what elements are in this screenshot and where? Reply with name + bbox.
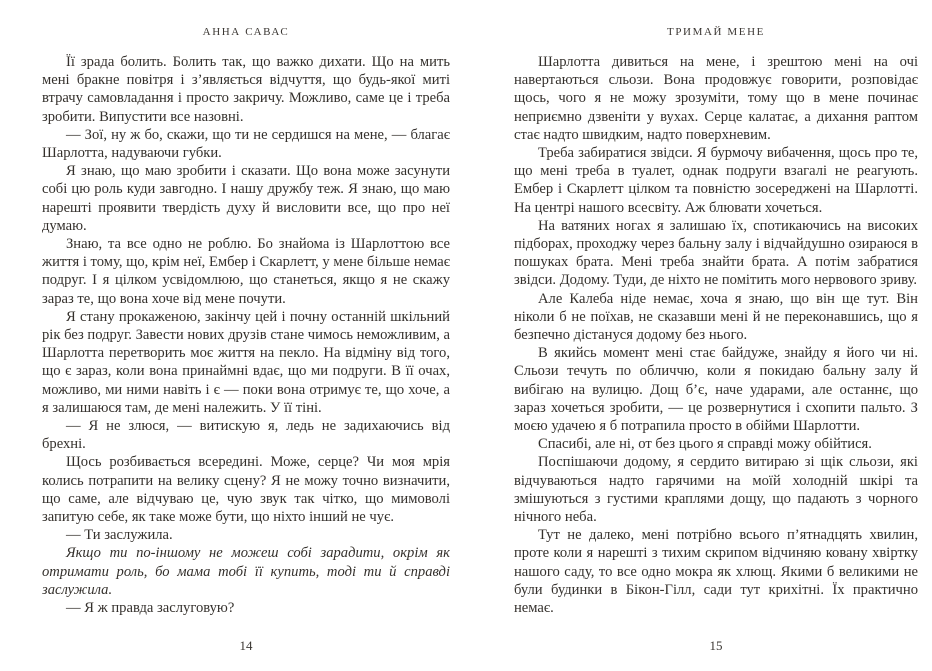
paragraph: Шарлотта дивиться на мене, і зрештою мені на очі навертаються сльози. Вона продовжує говорити, розповідає щось, чого я не можу зрозуміти, тому що в мене починає неприємно дзвеніти у вухах. Серце калатає, а дихання раптом стає надто швидким, надто поверхневим. (514, 54, 918, 143)
paragraph: Спасибі, але ні, от без цього я справді можу обійтися. (538, 436, 872, 453)
paragraph: Поспішаючи додому, я сердито витираю зі щік сльози, які відчуваються надто гарячими на моїй холодній шкірі та змішуються з густими краплями дощу, що падають з чорного нічного неба. (514, 454, 918, 526)
paragraph: На ватяних ногах я залишаю їх, спотикаючись на високих підборах, проходжу через бальну залу і відчайдушно озираюся в пошуках брата. Мені треба знайти брата. А потім забратися звідси. Додому. Туди, де ніхто не помітить мого нервового зриву. (514, 217, 918, 289)
paragraph: Щось розбивається всередині. Може, серце? Чи моя мрія колись потрапити на велику сцену? Я не можу точно визначити, що саме, але відчуваю це, чую звук так чітко, що мимоволі запитую себе, як таке може бути, що ніхто інший не чує. (42, 454, 450, 526)
paragraph: В якийсь момент мені стає байдуже, знайду я його чи ні. Сльози течуть по обличчю, коли я покидаю бальну залу й вибігаю на вулицю. Дощ б’є, наче ударами, але останнє, що зараз хочеться зробити, — це розвернутися і схопити пальто. З моєю удачею я б потрапила просто в обійми Шарлотти. (514, 345, 918, 435)
paragraph: Я знаю, що маю зробити і сказати. Що вона може засунути собі цю роль куди завгодно. І нашу дружбу теж. Я знаю, що маю нарешті проявити твердість духу й висловити все, що про неї думаю. (42, 163, 450, 234)
paragraph: Її зрада болить. Болить так, що важко дихати. Що на мить мені бракне повітря і з’являється відчуття, що будь-якої миті втрачу самовладання і просто закричу. Можливо, саме це і треба зробити. Випустити все назовні. (42, 54, 450, 125)
page-right (514, 0, 918, 671)
running-header-author: АННА САВАС (202, 26, 290, 38)
page-left-text (42, 53, 450, 635)
paragraph: — Ти заслужила. (66, 527, 173, 544)
paragraph: Знаю, та все одно не роблю. Бо знайома із Шарлоттою все життя і тому, що, крім неї, Ембер і Скарлетт, у мене більше немає подруг. І я цілком усвідомлюю, що станеться, якщо я не скажу зараз те, що вона хоче від мене почути. (42, 236, 450, 307)
paragraph: — Я не злюся, — витискую я, ледь не задихаючись від брехні. (42, 418, 450, 453)
paragraph: — Я ж правда заслуговую? (66, 600, 235, 617)
paragraph: Але Калеба ніде немає, хоча я знаю, що він ще тут. Він ніколи б не поїхав, не сказавши мені й не переконавшись, що я безпечно дістануся додому без нього. (514, 290, 918, 344)
paragraph: Я стану прокаженою, закінчу цей і почну останній шкільний рік без подруг. Завести нових друзів стане чимось неможливим, а Шарлотта перетворить моє життя на пекло. На відміну від того, що є зараз, коли вона принаймні вдає, що ми подруги. В її очах, можливо, ми ними навіть і є — поки вона отримує те, що хоче, а я залишаюся там, де мені належить. У її тіні. (42, 308, 450, 416)
paragraph: — Зої, ну ж бо, скажи, що ти не сердишся на мене, — благає Шарлотта, надуваючи губки. (42, 126, 450, 162)
paragraph: Треба забиратися звідси. Я бурмочу вибачення, щось про те, що мені треба в туалет, однак подруги взагалі не реагують. Ембер і Скарлетт цілком та повністю зосереджені на Шарлотті. На центрі нашого всесвіту. Аж блювати хочеться. (514, 145, 918, 216)
running-header-title: ТРИМАЙ МЕНЕ (667, 26, 765, 38)
paragraph: Якщо ти по-іншому не можеш собі зарадити, окрім як отримати роль, бо мама тобі її купить, тоді ти й справді заслужила. (42, 545, 450, 598)
page-number-right: 15 (709, 638, 723, 653)
page-left (42, 0, 450, 671)
page-right-text (514, 53, 918, 635)
paragraph: Тут не далеко, мені потрібно всього п’ятнадцять хвилин, проте коли я нарешті з тихим скрипом відчиняю ковану хвіртку нашого саду, то все одно мокра як хлющ. Якими б великими не були будинки в Бікон-Гілл, сади тут крихітні. Їх практично немає. (514, 527, 918, 617)
page-number-left: 14 (239, 638, 253, 653)
